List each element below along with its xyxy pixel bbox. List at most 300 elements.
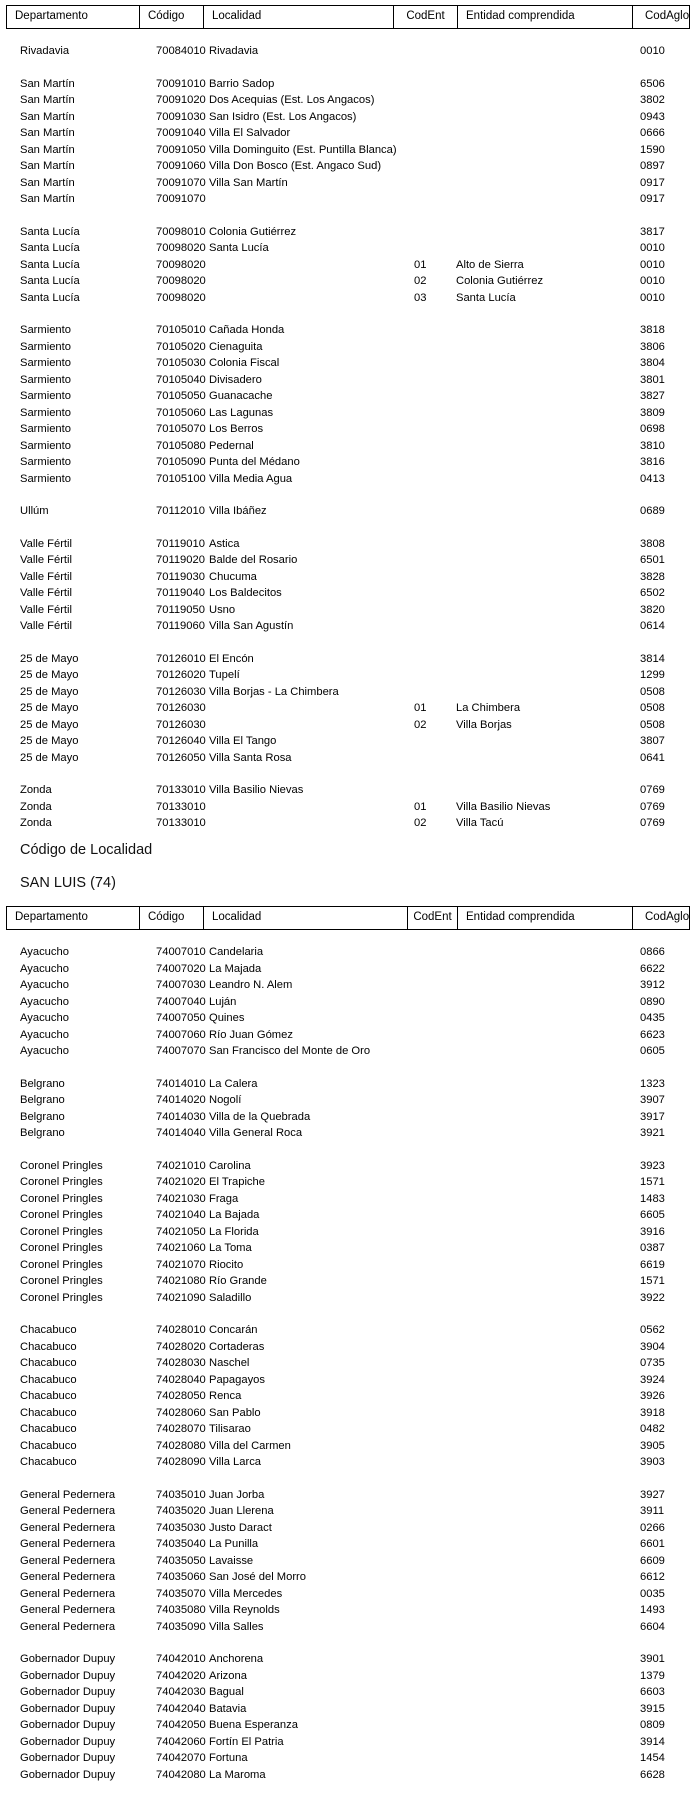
cell-codaglo: 3816 [640, 456, 665, 468]
table-row [0, 339, 697, 355]
cell-codaglo: 0413 [640, 472, 665, 485]
cell-codaglo: 0266 [640, 1521, 665, 1534]
cell-codigo: 74035030 [156, 1521, 206, 1534]
cell-codaglo: 3918 [640, 1406, 665, 1419]
cell-departamento: San Martín [20, 176, 75, 189]
table-row [0, 1388, 697, 1404]
cell-localidad: Fraga [209, 1192, 239, 1205]
cell-departamento: General Pedernera [20, 1604, 116, 1616]
cell-departamento: Coronel Pringles [20, 1291, 103, 1304]
cell-localidad: Villa Salles [209, 1620, 264, 1633]
cell-departamento: Chacabuco [20, 1373, 77, 1386]
cell-departamento: Ayacucho [20, 1028, 69, 1041]
cell-departamento: Chacabuco [20, 1357, 77, 1369]
cell-localidad: Villa San Martín [209, 176, 288, 189]
cell-localidad: Villa Santa Rosa [209, 751, 292, 764]
cell-localidad: Riocito [209, 1258, 244, 1271]
cell-codigo: 70105070 [156, 423, 206, 435]
table-row [0, 1767, 697, 1783]
cell-localidad: Arizona [209, 1669, 247, 1682]
cell-localidad: San Francisco del Monte de Oro [209, 1045, 371, 1057]
cell-localidad: Guanacache [209, 390, 273, 402]
cell-localidad: Villa de la Quebrada [209, 1110, 311, 1123]
cell-codigo: 70119010 [156, 537, 205, 550]
cell-codigo: 70098020 [156, 258, 206, 271]
table-row [0, 43, 697, 59]
cell-codaglo: 3801 [640, 373, 665, 386]
table-row [0, 405, 697, 421]
cell-localidad: Naschel [209, 1357, 250, 1369]
cell-codaglo: 0562 [640, 1324, 665, 1336]
cell-codent: 01 [414, 800, 427, 813]
table-row [0, 1092, 697, 1108]
cell-localidad: Colonia Fiscal [209, 357, 280, 369]
table-row [0, 273, 697, 289]
cell-codigo: 74042040 [156, 1702, 206, 1715]
cell-localidad: Villa General Roca [209, 1127, 303, 1139]
cell-codigo: 74021090 [156, 1291, 206, 1304]
cell-codigo: 74021070 [156, 1258, 206, 1271]
table-row [0, 1487, 697, 1503]
cell-codigo: 74042010 [156, 1653, 206, 1665]
cell-codaglo: 1379 [640, 1669, 665, 1682]
cell-codaglo: 3806 [640, 340, 665, 353]
cell-localidad: Los Berros [209, 423, 264, 435]
cell-localidad: Villa Reynolds [209, 1604, 280, 1616]
cell-localidad: La Bajada [209, 1209, 260, 1221]
cell-codaglo: 0508 [640, 702, 665, 714]
cell-codaglo: 3904 [640, 1340, 665, 1353]
cell-codigo: 74021060 [156, 1242, 206, 1254]
cell-departamento: Sarmiento [20, 423, 71, 435]
cell-localidad: Batavia [209, 1702, 247, 1715]
cell-codent: 02 [414, 817, 427, 829]
table-row [0, 224, 697, 240]
cell-localidad: El Encón [209, 652, 254, 665]
cell-departamento: 25 de Mayo [20, 652, 79, 665]
cell-departamento: Coronel Pringles [20, 1275, 103, 1287]
cell-entidad-comprendida: Santa Lucía [456, 291, 516, 304]
cell-localidad: Justo Daract [209, 1521, 272, 1534]
cell-localidad: Villa Basilio Nievas [209, 784, 304, 796]
cell-codaglo: 0641 [640, 751, 665, 764]
cell-codaglo: 6603 [640, 1686, 665, 1698]
cell-departamento: Chacabuco [20, 1423, 77, 1435]
cell-codaglo: 6622 [640, 962, 665, 975]
cell-departamento: Valle Fértil [20, 537, 73, 550]
cell-departamento: General Pedernera [20, 1554, 116, 1567]
header-entidad-comprendida: Entidad comprendida [457, 907, 632, 929]
table-row [0, 257, 697, 273]
cell-departamento: Santa Lucía [20, 291, 80, 304]
cell-codaglo: 6601 [640, 1538, 665, 1550]
cell-localidad: Dos Acequias (Est. Los Angacos) [209, 94, 375, 106]
cell-localidad: Villa Ibáñez [209, 505, 267, 517]
cell-departamento: San Martín [20, 110, 75, 123]
cell-departamento: Santa Lucía [20, 275, 80, 287]
cell-entidad-comprendida: Colonia Gutiérrez [456, 275, 544, 287]
cell-localidad: Papagayos [209, 1373, 265, 1386]
table-row [0, 1536, 697, 1552]
cell-codigo: 74021050 [156, 1225, 206, 1238]
cell-departamento: Santa Lucía [20, 242, 80, 254]
cell-codigo: 74021040 [156, 1209, 206, 1221]
cell-codaglo: 3921 [640, 1127, 665, 1139]
table-row [0, 92, 697, 108]
cell-codaglo: 0698 [640, 423, 665, 435]
cell-codigo: 74014030 [156, 1110, 206, 1123]
cell-departamento: Ullúm [20, 505, 49, 517]
table-row [0, 1503, 697, 1519]
cell-codent: 01 [414, 258, 427, 271]
cell-codigo: 70091070 [156, 176, 206, 189]
cell-codigo: 74042060 [156, 1735, 206, 1748]
cell-codigo: 74035080 [156, 1604, 206, 1616]
cell-codigo: 74042030 [156, 1686, 206, 1698]
cell-codigo: 74021080 [156, 1275, 206, 1287]
table-row [0, 1339, 697, 1355]
cell-codigo: 70119060 [156, 620, 205, 632]
cell-departamento: 25 de Mayo [20, 718, 79, 731]
header-codigo: Código [139, 6, 203, 28]
cell-codaglo: 3927 [640, 1488, 665, 1501]
cell-codaglo: 0614 [640, 620, 665, 632]
cell-localidad: Candelaria [209, 946, 264, 958]
cell-codaglo: 3924 [640, 1373, 665, 1386]
cell-departamento: Sarmiento [20, 456, 71, 468]
cell-localidad: Villa El Tango [209, 735, 277, 747]
cell-departamento: Coronel Pringles [20, 1242, 103, 1254]
cell-codaglo: 3827 [640, 390, 665, 402]
table-row [0, 454, 697, 470]
header-localidad: Localidad [203, 6, 393, 28]
table-row [0, 109, 697, 125]
cell-codent: 01 [414, 702, 427, 714]
cell-codigo: 70105090 [156, 456, 206, 468]
cell-codigo: 74042070 [156, 1752, 206, 1764]
cell-departamento: Sarmiento [20, 472, 71, 485]
cell-localidad: El Trapiche [209, 1176, 265, 1188]
cell-codigo: 70105020 [156, 340, 206, 353]
cell-codigo: 74028030 [156, 1357, 206, 1369]
cell-codigo: 70105060 [156, 406, 206, 419]
cell-departamento: Zonda [20, 784, 52, 796]
cell-departamento: Chacabuco [20, 1456, 77, 1468]
cell-localidad: San Isidro (Est. Los Angacos) [209, 110, 357, 123]
cell-codaglo: 3814 [640, 652, 665, 665]
cell-codent: 02 [414, 718, 427, 731]
cell-localidad: Villa El Salvador [209, 127, 291, 139]
cell-codaglo: 0010 [640, 45, 665, 57]
cell-localidad: Nogolí [209, 1094, 242, 1106]
cell-codaglo: 3911 [640, 1505, 665, 1517]
cell-codaglo: 6501 [640, 554, 665, 566]
cell-localidad: La Punilla [209, 1538, 259, 1550]
cell-codigo: 70126030 [156, 685, 206, 698]
cell-codigo: 70119050 [156, 603, 205, 616]
table-row [0, 1569, 697, 1585]
cell-codaglo: 3820 [640, 603, 665, 616]
header-codaglo: CodAglo [632, 907, 691, 929]
cell-codigo: 74028050 [156, 1390, 206, 1402]
cell-codaglo: 0435 [640, 1012, 665, 1024]
table-row [0, 1421, 697, 1437]
cell-codigo: 74035090 [156, 1620, 206, 1633]
header-departamento: Departamento [15, 10, 88, 22]
section-title: Código de Localidad [20, 842, 153, 858]
cell-departamento: Zonda [20, 817, 52, 829]
cell-departamento: Chacabuco [20, 1340, 77, 1353]
cell-codigo: 74014010 [156, 1077, 206, 1090]
table-row [0, 1257, 697, 1273]
table-row [0, 799, 697, 815]
cell-localidad: Usno [209, 603, 236, 616]
table-row [0, 961, 697, 977]
cell-codaglo: 6628 [640, 1768, 665, 1781]
cell-entidad-comprendida: Alto de Sierra [456, 258, 524, 271]
table-row [0, 815, 697, 831]
cell-departamento: Gobernador Dupuy [20, 1719, 116, 1731]
cell-codaglo: 0387 [640, 1242, 665, 1254]
cell-codigo: 70084010 [156, 45, 206, 57]
cell-codaglo: 6605 [640, 1209, 665, 1221]
cell-codaglo: 0917 [640, 176, 665, 189]
cell-codaglo: 3914 [640, 1735, 665, 1748]
cell-localidad: La Calera [209, 1077, 258, 1090]
cell-localidad: Luján [209, 995, 237, 1008]
cell-codigo: 70119040 [156, 587, 205, 599]
table-row [0, 1668, 697, 1684]
cell-localidad: Villa Borjas - La Chimbera [209, 685, 339, 698]
table-row [0, 733, 697, 749]
table-row [0, 700, 697, 716]
table-row [0, 1553, 697, 1569]
cell-codigo: 74007030 [156, 979, 206, 991]
cell-departamento: Ayacucho [20, 1012, 69, 1024]
cell-localidad: Chucuma [209, 570, 257, 583]
cell-codigo: 70105030 [156, 357, 206, 369]
cell-localidad: Villa Larca [209, 1456, 262, 1468]
cell-codigo: 70126020 [156, 669, 206, 681]
cell-codaglo: 3926 [640, 1390, 665, 1402]
cell-codaglo: 0605 [640, 1045, 665, 1057]
cell-codaglo: 0735 [640, 1357, 665, 1369]
cell-departamento: San Martín [20, 193, 75, 205]
table-row [0, 158, 697, 174]
cell-codigo: 70091060 [156, 160, 206, 172]
cell-codaglo: 3916 [640, 1225, 665, 1238]
cell-codigo: 74021030 [156, 1192, 206, 1205]
cell-departamento: Gobernador Dupuy [20, 1735, 116, 1748]
table-row [0, 1355, 697, 1371]
cell-localidad: Astica [209, 537, 240, 550]
cell-codigo: 74007050 [156, 1012, 206, 1024]
cell-departamento: Belgrano [20, 1077, 65, 1090]
cell-localidad: Villa San Agustín [209, 620, 294, 632]
cell-departamento: 25 de Mayo [20, 702, 79, 714]
cell-codaglo: 1571 [640, 1275, 665, 1287]
cell-departamento: Valle Fértil [20, 603, 73, 616]
table-row [0, 1043, 697, 1059]
cell-codigo: 70105080 [156, 439, 206, 452]
cell-localidad: Santa Lucía [209, 242, 269, 254]
table-row [0, 125, 697, 141]
cell-localidad: Carolina [209, 1159, 251, 1172]
cell-codigo: 74007070 [156, 1045, 206, 1057]
table-row [0, 1586, 697, 1602]
cell-codaglo: 0508 [640, 685, 665, 698]
cell-localidad: Cañada Honda [209, 324, 285, 336]
cell-localidad: Río Juan Gómez [209, 1028, 293, 1041]
cell-departamento: Gobernador Dupuy [20, 1752, 116, 1764]
cell-codigo: 74007060 [156, 1028, 206, 1041]
cell-localidad: Pedernal [209, 439, 254, 452]
table1-header-row [6, 5, 690, 29]
cell-localidad: La Majada [209, 962, 262, 975]
table-row [0, 372, 697, 388]
cell-localidad: Barrio Sadop [209, 77, 275, 90]
table-row [0, 1273, 697, 1289]
table-row [0, 651, 697, 667]
cell-codaglo: 0769 [640, 800, 665, 813]
table-row [0, 618, 697, 634]
cell-entidad-comprendida: Villa Tacú [456, 817, 504, 829]
cell-codaglo: 6612 [640, 1571, 665, 1583]
cell-localidad: Quines [209, 1012, 245, 1024]
cell-codigo: 74028090 [156, 1456, 206, 1468]
cell-localidad: Concarán [209, 1324, 258, 1336]
cell-codigo: 74014040 [156, 1127, 206, 1139]
cell-codigo: 70112010 [156, 505, 205, 517]
cell-localidad: La Toma [209, 1242, 252, 1254]
cell-departamento: Santa Lucía [20, 258, 80, 271]
cell-codaglo: 6623 [640, 1028, 665, 1041]
table-row [0, 240, 697, 256]
cell-codigo: 70133010 [156, 817, 206, 829]
cell-localidad: Fortín El Patria [209, 1735, 284, 1748]
table-row [0, 503, 697, 519]
table-row [0, 782, 697, 798]
cell-departamento: General Pedernera [20, 1587, 116, 1600]
table-row [0, 684, 697, 700]
cell-localidad: Cortaderas [209, 1340, 265, 1353]
table-row [0, 977, 697, 993]
cell-codigo: 74042020 [156, 1669, 206, 1682]
table-row [0, 1076, 697, 1092]
table-row [0, 1010, 697, 1026]
cell-codigo: 74007040 [156, 995, 206, 1008]
cell-codaglo: 0769 [640, 817, 665, 829]
cell-localidad: Colonia Gutiérrez [209, 225, 297, 238]
cell-codaglo: 3802 [640, 94, 665, 106]
table-row [0, 191, 697, 207]
cell-codent: 03 [414, 291, 427, 304]
cell-codigo: 74035010 [156, 1488, 206, 1501]
cell-departamento: Coronel Pringles [20, 1209, 103, 1221]
cell-codaglo: 3912 [640, 979, 665, 991]
cell-departamento: Sarmiento [20, 357, 71, 369]
cell-codaglo: 0010 [640, 242, 665, 254]
cell-codigo: 70119020 [156, 554, 205, 566]
cell-departamento: Coronel Pringles [20, 1258, 103, 1271]
header-entidad-comprendida: Entidad comprendida [457, 6, 632, 28]
cell-localidad: Fortuna [209, 1752, 248, 1764]
table-row [0, 1454, 697, 1470]
table-row [0, 1684, 697, 1700]
cell-localidad: Anchorena [209, 1653, 264, 1665]
table-row [0, 602, 697, 618]
cell-codaglo: 0010 [640, 275, 665, 287]
cell-departamento: Chacabuco [20, 1406, 77, 1419]
cell-codigo: 70126030 [156, 718, 206, 731]
table-row [0, 667, 697, 683]
table-row [0, 750, 697, 766]
cell-departamento: Ayacucho [20, 962, 69, 975]
cell-codaglo: 0010 [640, 291, 665, 304]
cell-departamento: San Martín [20, 143, 75, 156]
cell-codigo: 70105010 [156, 324, 206, 336]
cell-codaglo: 0689 [640, 505, 665, 517]
cell-departamento: General Pedernera [20, 1538, 116, 1550]
cell-codigo: 70098020 [156, 242, 206, 254]
cell-codigo: 70126030 [156, 702, 206, 714]
cell-codigo: 70098010 [156, 225, 206, 238]
cell-localidad: Saladillo [209, 1291, 252, 1304]
table-row [0, 569, 697, 585]
cell-codigo: 70091070 [156, 193, 206, 205]
cell-departamento: Belgrano [20, 1110, 65, 1123]
cell-codaglo: 3905 [640, 1439, 665, 1452]
cell-codaglo: 6502 [640, 587, 665, 599]
table-row [0, 471, 697, 487]
cell-departamento: Belgrano [20, 1127, 65, 1139]
cell-departamento: Gobernador Dupuy [20, 1702, 116, 1715]
cell-localidad: Villa del Carmen [209, 1439, 291, 1452]
cell-codigo: 74007020 [156, 962, 206, 975]
table-row [0, 76, 697, 92]
table-row [0, 1191, 697, 1207]
table-row [0, 438, 697, 454]
table-row [0, 1109, 697, 1125]
cell-codaglo: 3901 [640, 1653, 665, 1665]
cell-codaglo: 0010 [640, 258, 665, 271]
cell-localidad: Los Baldecitos [209, 587, 282, 599]
cell-codaglo: 6604 [640, 1620, 665, 1633]
table-row [0, 1520, 697, 1536]
cell-codaglo: 3804 [640, 357, 665, 369]
cell-departamento: Ayacucho [20, 946, 69, 958]
table-row [0, 1405, 697, 1421]
cell-departamento: Ayacucho [20, 979, 69, 991]
cell-localidad: Tilisarao [209, 1423, 251, 1435]
cell-departamento: San Martín [20, 160, 75, 172]
cell-codaglo: 3810 [640, 439, 665, 452]
cell-departamento: 25 de Mayo [20, 751, 79, 764]
cell-codaglo: 0866 [640, 946, 665, 958]
cell-codaglo: 6609 [640, 1554, 665, 1567]
cell-departamento: General Pedernera [20, 1505, 116, 1517]
cell-codigo: 70091030 [156, 110, 206, 123]
cell-localidad: San Pablo [209, 1406, 261, 1419]
cell-departamento: Gobernador Dupuy [20, 1653, 116, 1665]
table-row [0, 1322, 697, 1338]
table-row [0, 1438, 697, 1454]
cell-codigo: 74035050 [156, 1554, 206, 1567]
cell-departamento: 25 de Mayo [20, 685, 79, 698]
cell-codaglo: 6506 [640, 77, 665, 90]
table-row [0, 717, 697, 733]
cell-localidad: Juan Jorba [209, 1488, 265, 1501]
